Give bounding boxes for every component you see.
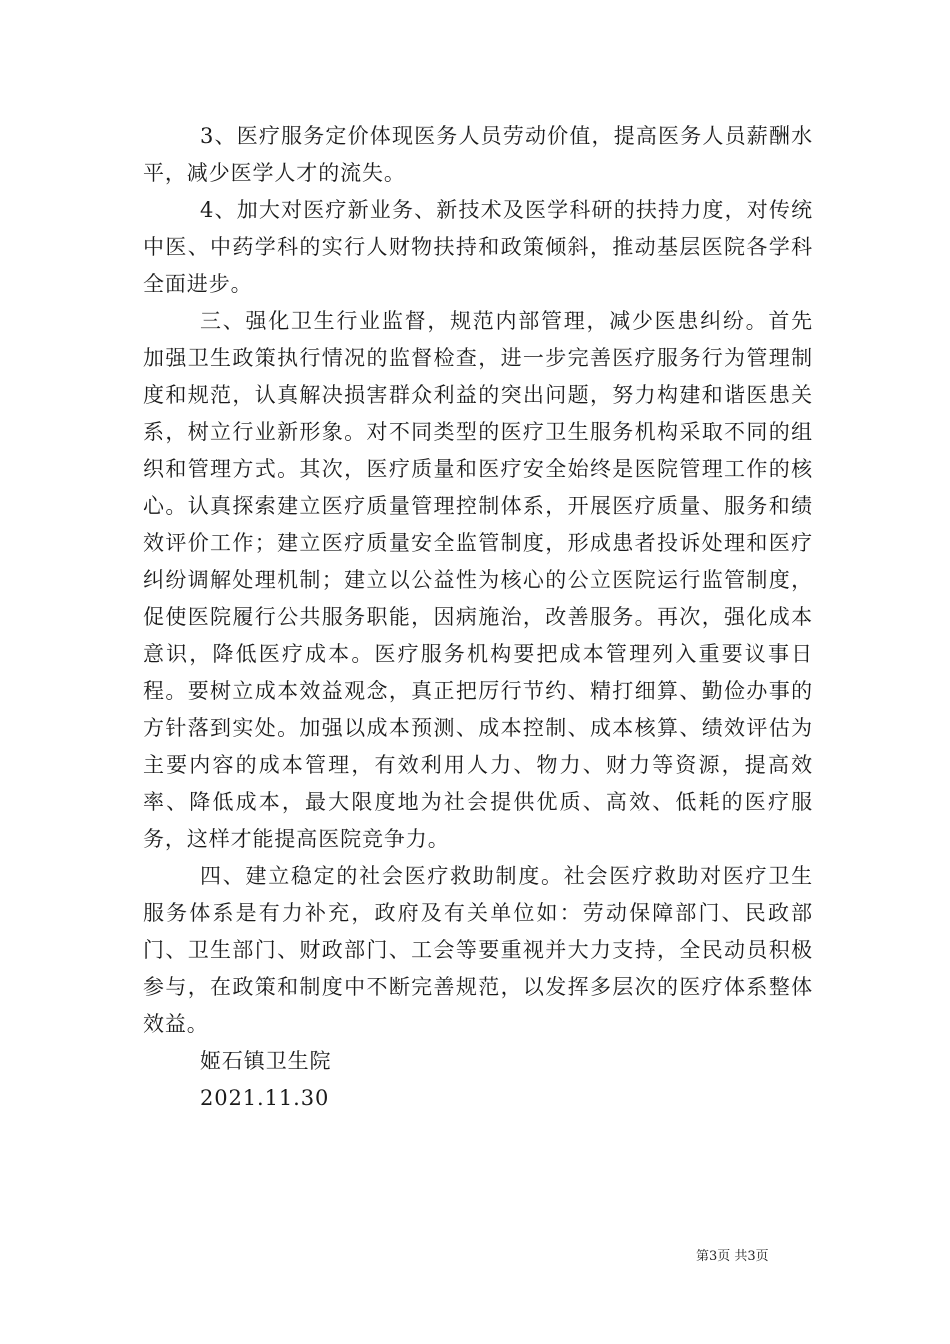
paragraph-section-three: 三、强化卫生行业监督，规范内部管理，减少医患纠纷。首先加强卫生政策执行情况的监督检查，进一步完善医疗服务行为管理制度和规范，认真解决损害群众利益的突出问题，努力构建和谐医患关系，树立行业新形象。对不同类型的医疗卫生服务机构采取不同的组织和管理方式。其次，医疗质量和医疗安全始终是医院管理工作的核心。认真探索建立医疗质量管理控制体系，开展医疗质量、服务和绩效评价工作；建立医疗质量安全监管制度，形成患者投诉处理和医疗纠纷调解处理机制；建立以公益性为核心的公立医院运行监管制度，促使医院履行公共服务职能，因病施治，改善服务。再次，强化成本意识，降低医疗成本。医疗服务机构要把成本管理列入重要议事日程。要树立成本效益观念，真正把厉行节约、精打细算、勤俭办事的方针落到实处。加强以成本预测、成本控制、成本核算、绩效评估为主要内容的成本管理，有效利用人力、物力、财力等资源，提高效率、降低成本，最大限度地为社会提供优质、高效、低耗的医疗服务，这样才能提高医院竞争力。	[143, 309, 813, 851]
document-date: 2021.11.30	[200, 1086, 330, 1110]
signature: 姬石镇卫生院	[200, 1049, 332, 1073]
page-number: 第3页 共3页	[696, 1249, 769, 1264]
document-body	[143, 118, 813, 1117]
paragraph-section-four: 四、建立稳定的社会医疗救助制度。社会医疗救助对医疗卫生服务体系是有力补充，政府及有关单位如：劳动保障部门、民政部门、卫生部门、财政部门、工会等要重视并大力支持，全民动员积极参与，在政策和制度中不断完善规范，以发挥多层次的医疗体系整体效益。	[143, 864, 813, 1036]
paragraph-item-3: 3、医疗服务定价体现医务人员劳动价值，提高医务人员薪酬水平，减少医学人才的流失。	[143, 124, 813, 185]
paragraph-item-4: 4、加大对医疗新业务、新技术及医学科研的扶持力度，对传统中医、中药学科的实行人财物扶持和政策倾斜，推动基层医院各学科全面进步。	[143, 198, 813, 296]
